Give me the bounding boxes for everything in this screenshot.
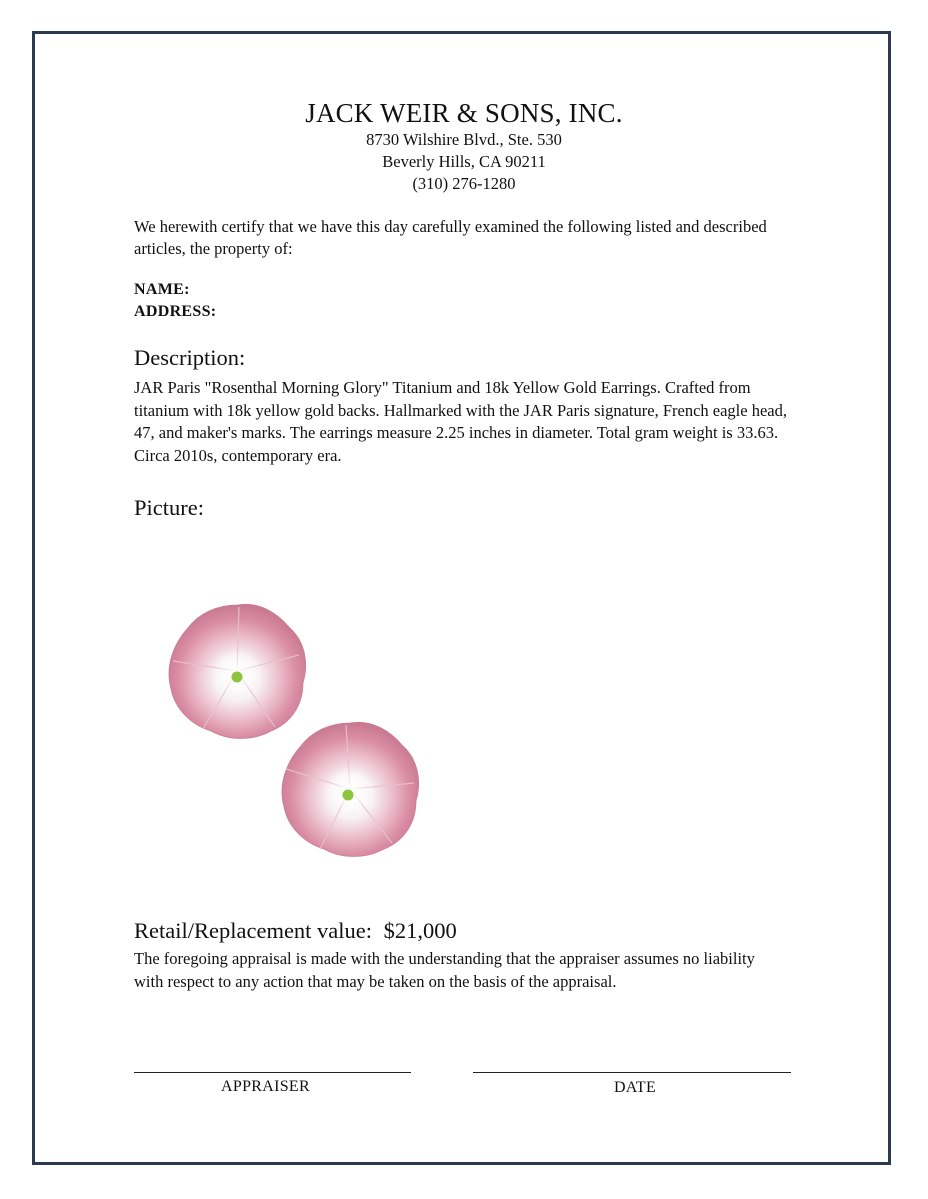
description-text: JAR Paris "Rosenthal Morning Glory" Titanium and 18k Yellow Gold Earrings. Crafted from titanium with 18k yellow gold backs. Hallmarked with the JAR Paris signature, French eagle head, 47, and maker's marks. The earrings measure 2.25 inches in diameter. Total gram weight is 33.63. Circa 2010s, contemporary era. [134, 378, 787, 465]
company-phone: (310) 276-1280 [412, 174, 516, 193]
earrings-picture [160, 598, 430, 863]
value-amount: $21,000 [383, 918, 457, 943]
owner-name-label: NAME: [134, 281, 190, 298]
description-heading: Description: [134, 345, 246, 370]
earring-left [169, 604, 306, 738]
disclaimer-text: The foregoing appraisal is made with the understanding that the appraiser assumes no liability with respect to any action that may be taken on the basis of the appraisal. [134, 949, 755, 991]
value-label: Retail/Replacement value: [134, 918, 373, 943]
certification-statement: We herewith certify that we have this day carefully examined the following listed and described articles, the property of: [134, 217, 767, 258]
owner-address-label: ADDRESS: [134, 303, 217, 320]
replacement-value [134, 918, 457, 944]
earring-right [282, 722, 419, 856]
picture-heading: Picture: [134, 495, 204, 520]
company-address-city: Beverly Hills, CA 90211 [382, 152, 546, 171]
company-name: JACK WEIR & SONS, INC. [305, 98, 623, 128]
appraiser-label: APPRAISER [221, 1078, 310, 1095]
flower-center [343, 790, 354, 801]
appraiser-signature-line [134, 1072, 411, 1073]
date-signature-line [473, 1072, 791, 1073]
company-address-street: 8730 Wilshire Blvd., Ste. 530 [366, 130, 562, 149]
date-label: DATE [613, 1079, 657, 1096]
flower-center [232, 672, 243, 683]
